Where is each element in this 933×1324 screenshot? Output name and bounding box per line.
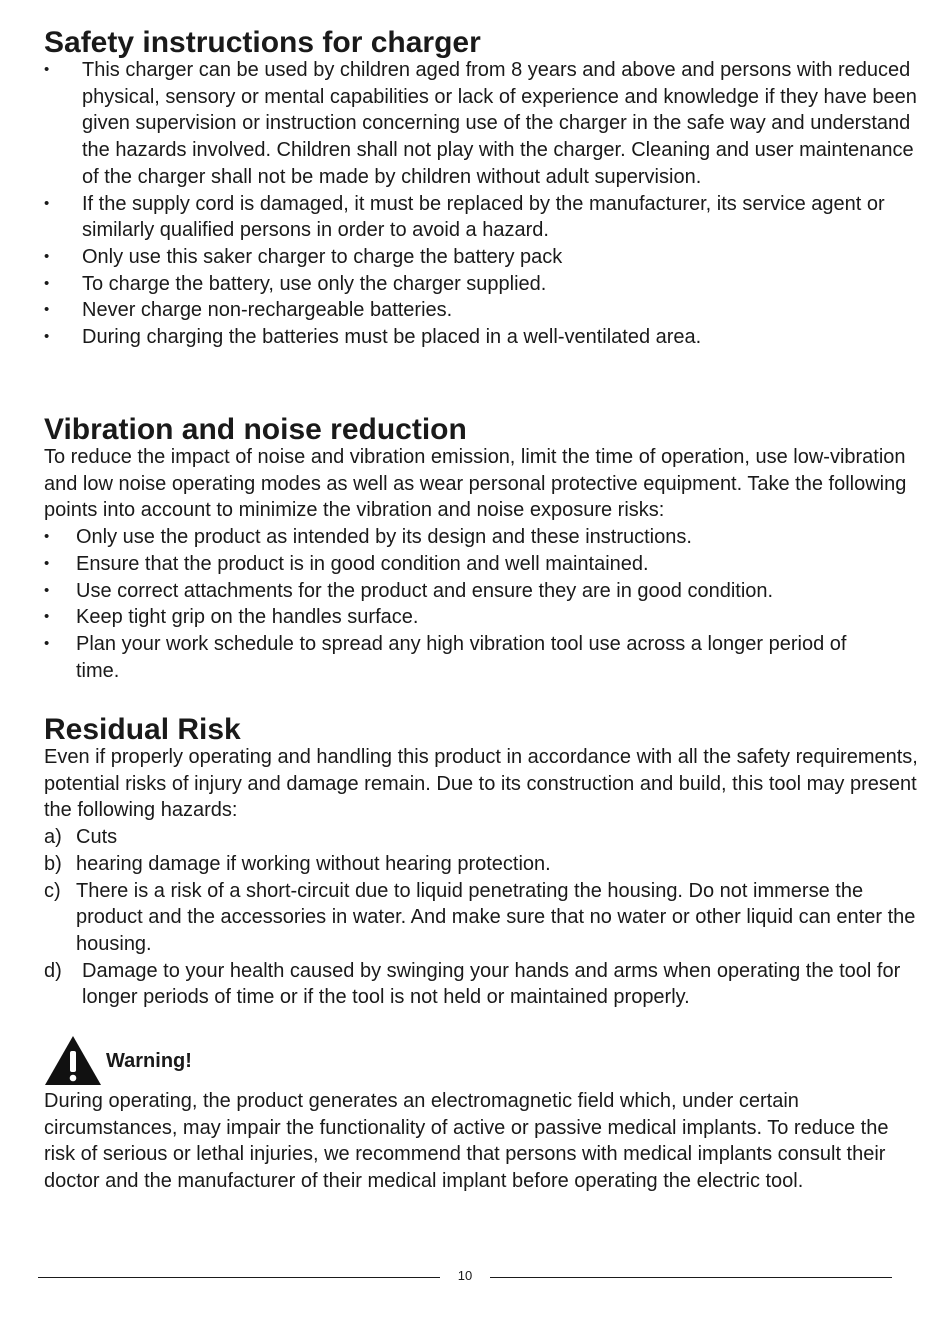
safety-item-5: • Never charge non-rechargeable batteries. (44, 297, 924, 324)
residual-section (44, 713, 924, 1011)
residual-item-text: Cuts (76, 826, 118, 849)
vibration-section (44, 413, 924, 684)
vibration-item-1: • Only use the product as intended by its design and these instructions. (44, 524, 924, 551)
vibration-item-5: • Plan your work schedule to spread any high vibration tool use across a longer period of time. (44, 631, 924, 684)
vibration-heading: Vibration and noise reduction (44, 413, 467, 446)
residual-item-text: There is a risk of a short-circuit due to liquid penetrating the housing. Do not immerse the product and the accessories in water. And make sure that no water or other liquid can enter the housing. (76, 879, 916, 955)
safety-heading: Safety instructions for charger (44, 26, 481, 59)
safety-section (44, 26, 924, 351)
warning-text: During operating, the product generates an electromagnetic field which, under certain circumstances, may impair the functionality of active or passive medical implants. To reduce the risk of serious or lethal injuries, we recommend that persons with medical implants consult their doctor and the manufacturer of their medical implant before operating the electric tool. (44, 1090, 889, 1193)
list-marker: d) (44, 959, 62, 982)
list-marker: c) (44, 879, 61, 902)
residual-item-a (44, 824, 924, 851)
residual-item-text: Damage to your health caused by swinging your hands and arms when operating the tool for longer periods of time or if the tool is not held or maintained properly. (82, 959, 901, 1009)
list-marker: a) (44, 826, 62, 849)
safety-item-1: • This charger can be used by children aged from 8 years and above and persons with reduced physical, sensory or mental capabilities or lack of experience and knowledge if they have been given supervision or instruction concerning use of the charger in the safe way and understand the hazards involved. Children shall not play with the charger. Cleaning and user maintenance of the charger shall not be made by children without adult supervision. (44, 57, 924, 191)
residual-item-d (44, 958, 924, 1011)
warning-section (44, 1088, 894, 1195)
safety-item-4: • To charge the battery, use only the charger supplied. (44, 271, 924, 298)
page-number: 10 (457, 1268, 473, 1283)
residual-item-c (44, 878, 924, 958)
warning-header (44, 1034, 344, 1086)
residual-item-b (44, 851, 924, 878)
safety-item-3: • Only use this saker charger to charge the battery pack (44, 244, 924, 271)
vibration-item-3: • Use correct attachments for the product and ensure they are in good condition. (44, 578, 924, 605)
warning-triangle-icon (44, 1034, 102, 1086)
list-marker: b) (44, 852, 62, 875)
safety-item-6: • During charging the batteries must be placed in a well-ventilated area. (44, 324, 924, 351)
vibration-item-4: • Keep tight grip on the handles surface. (44, 604, 924, 631)
warning-heading: Warning! (106, 1050, 192, 1072)
vibration-item-2: • Ensure that the product is in good condition and well maintained. (44, 551, 924, 578)
safety-item-2: • If the supply cord is damaged, it must be replaced by the manufacturer, its service agent or similarly qualified persons in order to avoid a hazard. (44, 191, 924, 244)
residual-item-text: hearing damage if working without hearing protection. (76, 852, 551, 875)
footer-rule-left (38, 1277, 440, 1278)
vibration-intro: To reduce the impact of noise and vibration emission, limit the time of operation, use low-vibration and low noise operating modes as well as wear personal protective equipment. Take the following points into account to minimize the vibration and noise exposure risks: (44, 446, 907, 522)
residual-heading: Residual Risk (44, 713, 241, 746)
residual-intro: Even if properly operating and handling this product in accordance with all the safety requirements, potential risks of injury and damage remain. Due to its construction and build, this tool may present the following hazards: (44, 746, 918, 822)
footer-rule-right (490, 1277, 892, 1278)
